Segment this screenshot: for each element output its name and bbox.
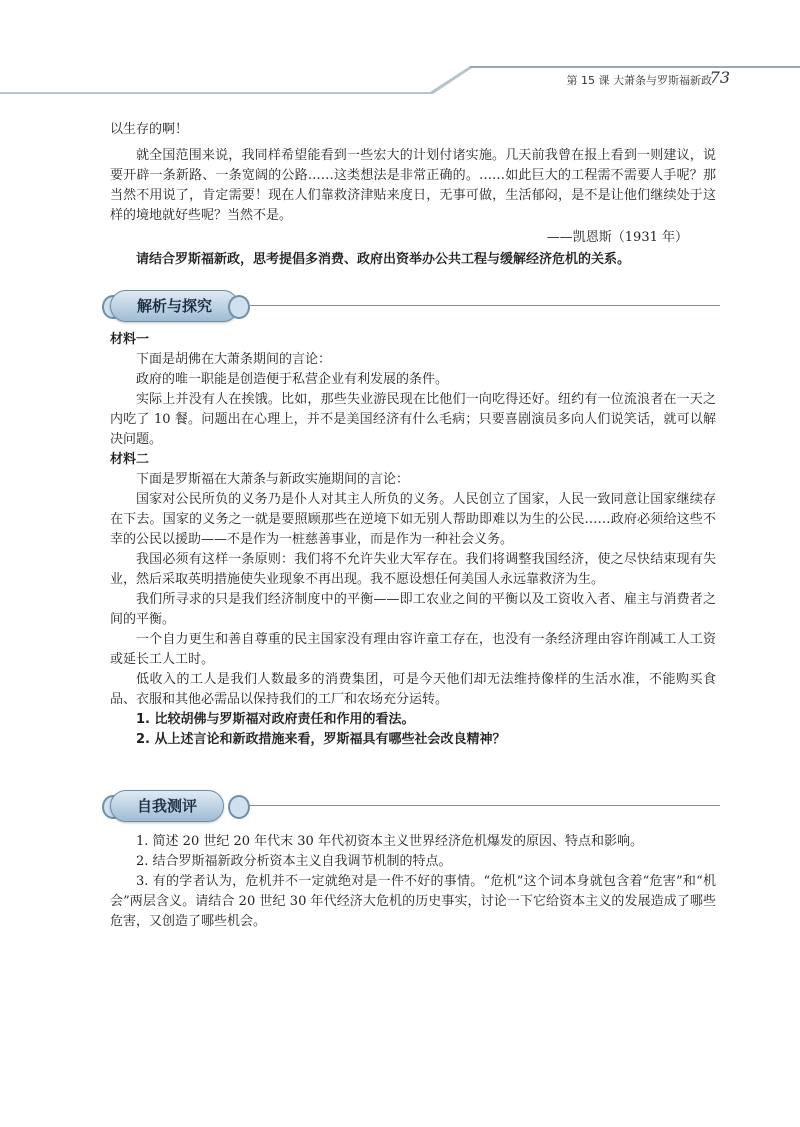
paragraph: 国家对公民所负的义务乃是仆人对其主人所负的义务。人民创立了国家，人民一致同意让国家继续存在下去。国家的义务之一就是要照顾那些在逆境下如无别人帮助即难以为生的公民……政府必须给这些不幸的公民以援助——不是作为一桩慈善事业，而是作为一种社会义务。 <box>110 492 716 547</box>
material-label: 材料一 <box>110 332 150 347</box>
section-title: 自我测评 <box>110 790 224 822</box>
paragraph: 下面是罗斯福在大萧条与新政实施期间的言论： <box>136 472 410 487</box>
discussion-prompt: 请结合罗斯福新政，思考提倡多消费、政府出资举办公共工程与缓解经济危机的关系。 <box>136 252 631 267</box>
material-label: 材料二 <box>110 452 150 467</box>
intro-block <box>110 120 716 270</box>
question: 2. 结合罗斯福新政分析资本主义自我调节机制的特点。 <box>136 854 452 869</box>
analysis-block <box>110 330 716 750</box>
paragraph: 下面是胡佛在大萧条期间的言论： <box>136 352 332 367</box>
question: 2. 从上述言论和新政措施来看，罗斯福具有哪些社会改良精神？ <box>136 732 506 747</box>
question: 1. 简述 20 世纪 20 年代末 30 年代初资本主义世界经济危机爆发的原因、特点和影响。 <box>136 834 643 849</box>
page-number: 73 <box>709 68 730 87</box>
paragraph: 就全国范围来说，我同样希望能看到一些宏大的计划付诸实施。几天前我曾在报上看到一则建议，说要开辟一条新路、一条宽阔的公路……这类想法是非常正确的。……如此巨大的工程需不需要人手呢？那当然不用说了，肯定需要！现在人们靠救济津贴来度日，无事可做，生活郁闷，是不是让他们继续处于这样的境地就好些呢？当然不是。 <box>110 148 716 223</box>
question: 1. 比较胡佛与罗斯福对政府责任和作用的看法。 <box>136 712 415 727</box>
section-divider <box>250 805 720 806</box>
section-title: 解析与探究 <box>110 290 239 322</box>
paragraph: 以生存的啊！ <box>110 122 189 137</box>
paragraph: 低收入的工人是我们人数最多的消费集团，可是今天他们却无法维持像样的生活水准，不能购买食品、衣服和其他必需品以保持我们的工厂和农场充分运转。 <box>110 672 716 707</box>
page-header <box>0 62 800 102</box>
paragraph: 我国必须有这样一条原则：我们将不允许失业大军存在。我们将调整我国经济，使之尽快结束现有失业，然后采取英明措施使失业现象不再出现。我不愿设想任何美国人永远靠救济为生。 <box>110 552 716 587</box>
paragraph: 一个自力更生和善自尊重的民主国家没有理由容许童工存在，也没有一条经济理由容许削减工人工资或延长工人工时。 <box>110 632 716 667</box>
paragraph: 政府的唯一职能是创造便于私营企业有利发展的条件。 <box>136 372 449 387</box>
paragraph: 我们所寻求的只是我们经济制度中的平衡——即工农业之间的平衡以及工资收入者、雇主与消费者之间的平衡。 <box>110 592 716 627</box>
ornament-icon <box>228 795 250 819</box>
section-header-analysis <box>110 290 720 324</box>
self-test-block <box>110 832 716 932</box>
ornament-icon <box>228 295 250 319</box>
section-divider <box>250 305 720 306</box>
lesson-title: 第 15 课 大萧条与罗斯福新政 <box>566 74 712 87</box>
attribution: ——凯恩斯（1931 年） <box>546 230 688 245</box>
section-header-self-test <box>110 790 720 824</box>
question: 3. 有的学者认为，危机并不一定就绝对是一件不好的事情。“危机”这个词本身就包含着“危害”和“机会”两层含义。请结合 20 世纪 30 年代经济大危机的历史事实，讨论一下它给资本主义的发展造成了哪些危害，又创造了哪些机会。 <box>110 874 716 929</box>
paragraph: 实际上并没有人在挨饿。比如，那些失业游民现在比他们一向吃得还好。纽约有一位流浪者在一天之内吃了 10 餐。问题出在心理上，并不是美国经济有什么毛病；只要喜剧演员多向人们说笑话，就可以解决问题。 <box>110 392 716 447</box>
